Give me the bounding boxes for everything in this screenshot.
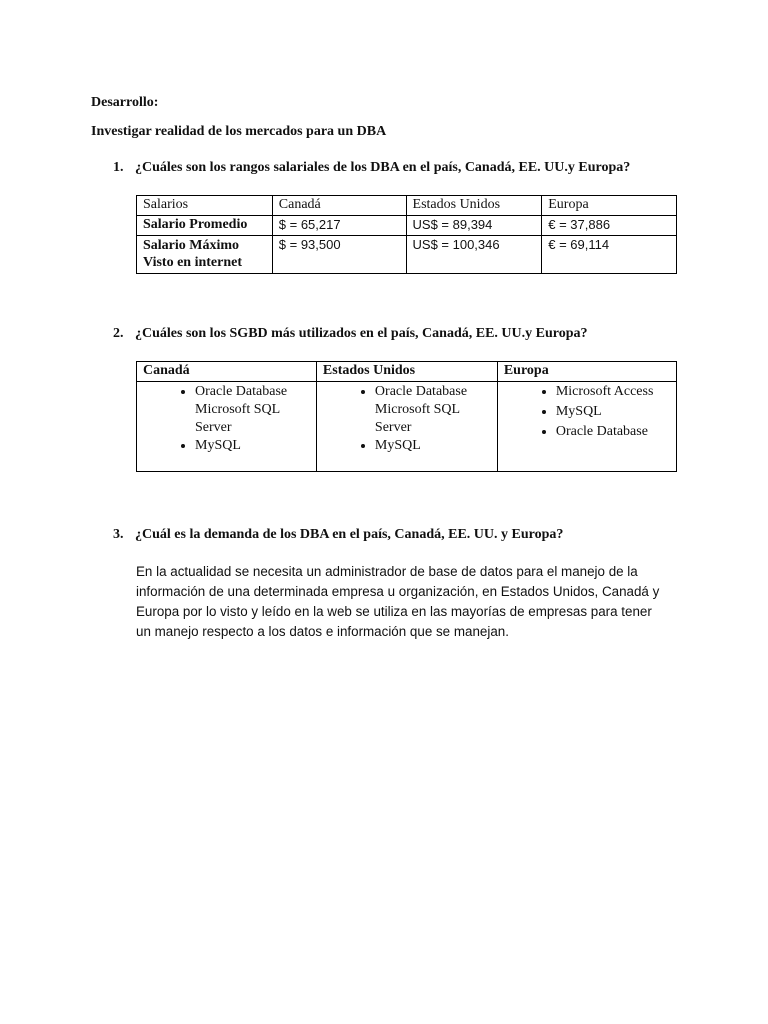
table-header-cell: Europa [542,196,677,216]
table-cell [137,382,317,472]
list-item: • Oracle Database Microsoft SQL Server [195,383,305,437]
row-label: Salario Máximo Visto en internet [137,236,273,274]
list-item: • Oracle Database [556,423,670,441]
row-label: Salario Promedio [137,216,273,236]
list-item: • Oracle Database Microsoft SQL Server [375,383,485,437]
table-header-cell: Canadá [272,196,406,216]
table-cell: US$ = 89,394 [406,216,542,236]
table-cell: US$ = 100,346 [406,236,542,274]
sgbd-table [136,361,677,472]
salary-table [136,195,677,274]
table-header-cell: Salarios [137,196,273,216]
table-cell: € = 69,114 [542,236,677,274]
question-number: 1. [113,160,124,175]
table-header-row [137,196,677,216]
table-row [137,382,677,472]
question-text: ¿Cuáles son los rangos salariales de los DBA en el país, Canadá, EE. UU.y Europa? [135,160,631,175]
bullet-list [323,383,491,455]
question-1 [113,160,630,176]
question-2 [113,326,588,342]
table-cell: $ = 65,217 [272,216,406,236]
table-cell: $ = 93,500 [272,236,406,274]
table-header-cell: Estados Unidos [406,196,542,216]
question-number: 2. [113,326,124,341]
table-header-cell: Canadá [137,362,317,382]
table-header-row [137,362,677,382]
question-text: ¿Cuál es la demanda de los DBA en el país, Canadá, EE. UU. y Europa? [135,527,564,542]
section-heading: Desarrollo: [91,95,159,110]
answer-paragraph: En la actualidad se necesita un administrador de base de datos para el manejo de la información de una determinada empresa u organización, en Estados Unidos, Canadá y Europa por lo visto y leído en la web se utiliza en las mayorías de empresas para tener un manejo respecto a los datos e información que se manejan. [136,564,660,639]
bullet-list [143,383,310,455]
table-cell [497,382,676,472]
list-item: • MySQL [195,437,310,455]
table-row [137,216,677,236]
table-row [137,236,677,274]
question-number: 3. [113,527,124,542]
section-subheading: Investigar realidad de los mercados para un DBA [91,124,387,139]
list-item: • MySQL [375,437,491,455]
table-cell: € = 37,886 [542,216,677,236]
question-text: ¿Cuáles son los SGBD más utilizados en el país, Canadá, EE. UU.y Europa? [135,326,588,341]
bullet-list [504,383,670,441]
list-item: • MySQL [556,403,670,421]
question-3 [113,527,563,543]
list-item: • Microsoft Access [556,383,670,401]
table-header-cell: Europa [497,362,676,382]
table-cell [316,382,497,472]
table-header-cell: Estados Unidos [316,362,497,382]
